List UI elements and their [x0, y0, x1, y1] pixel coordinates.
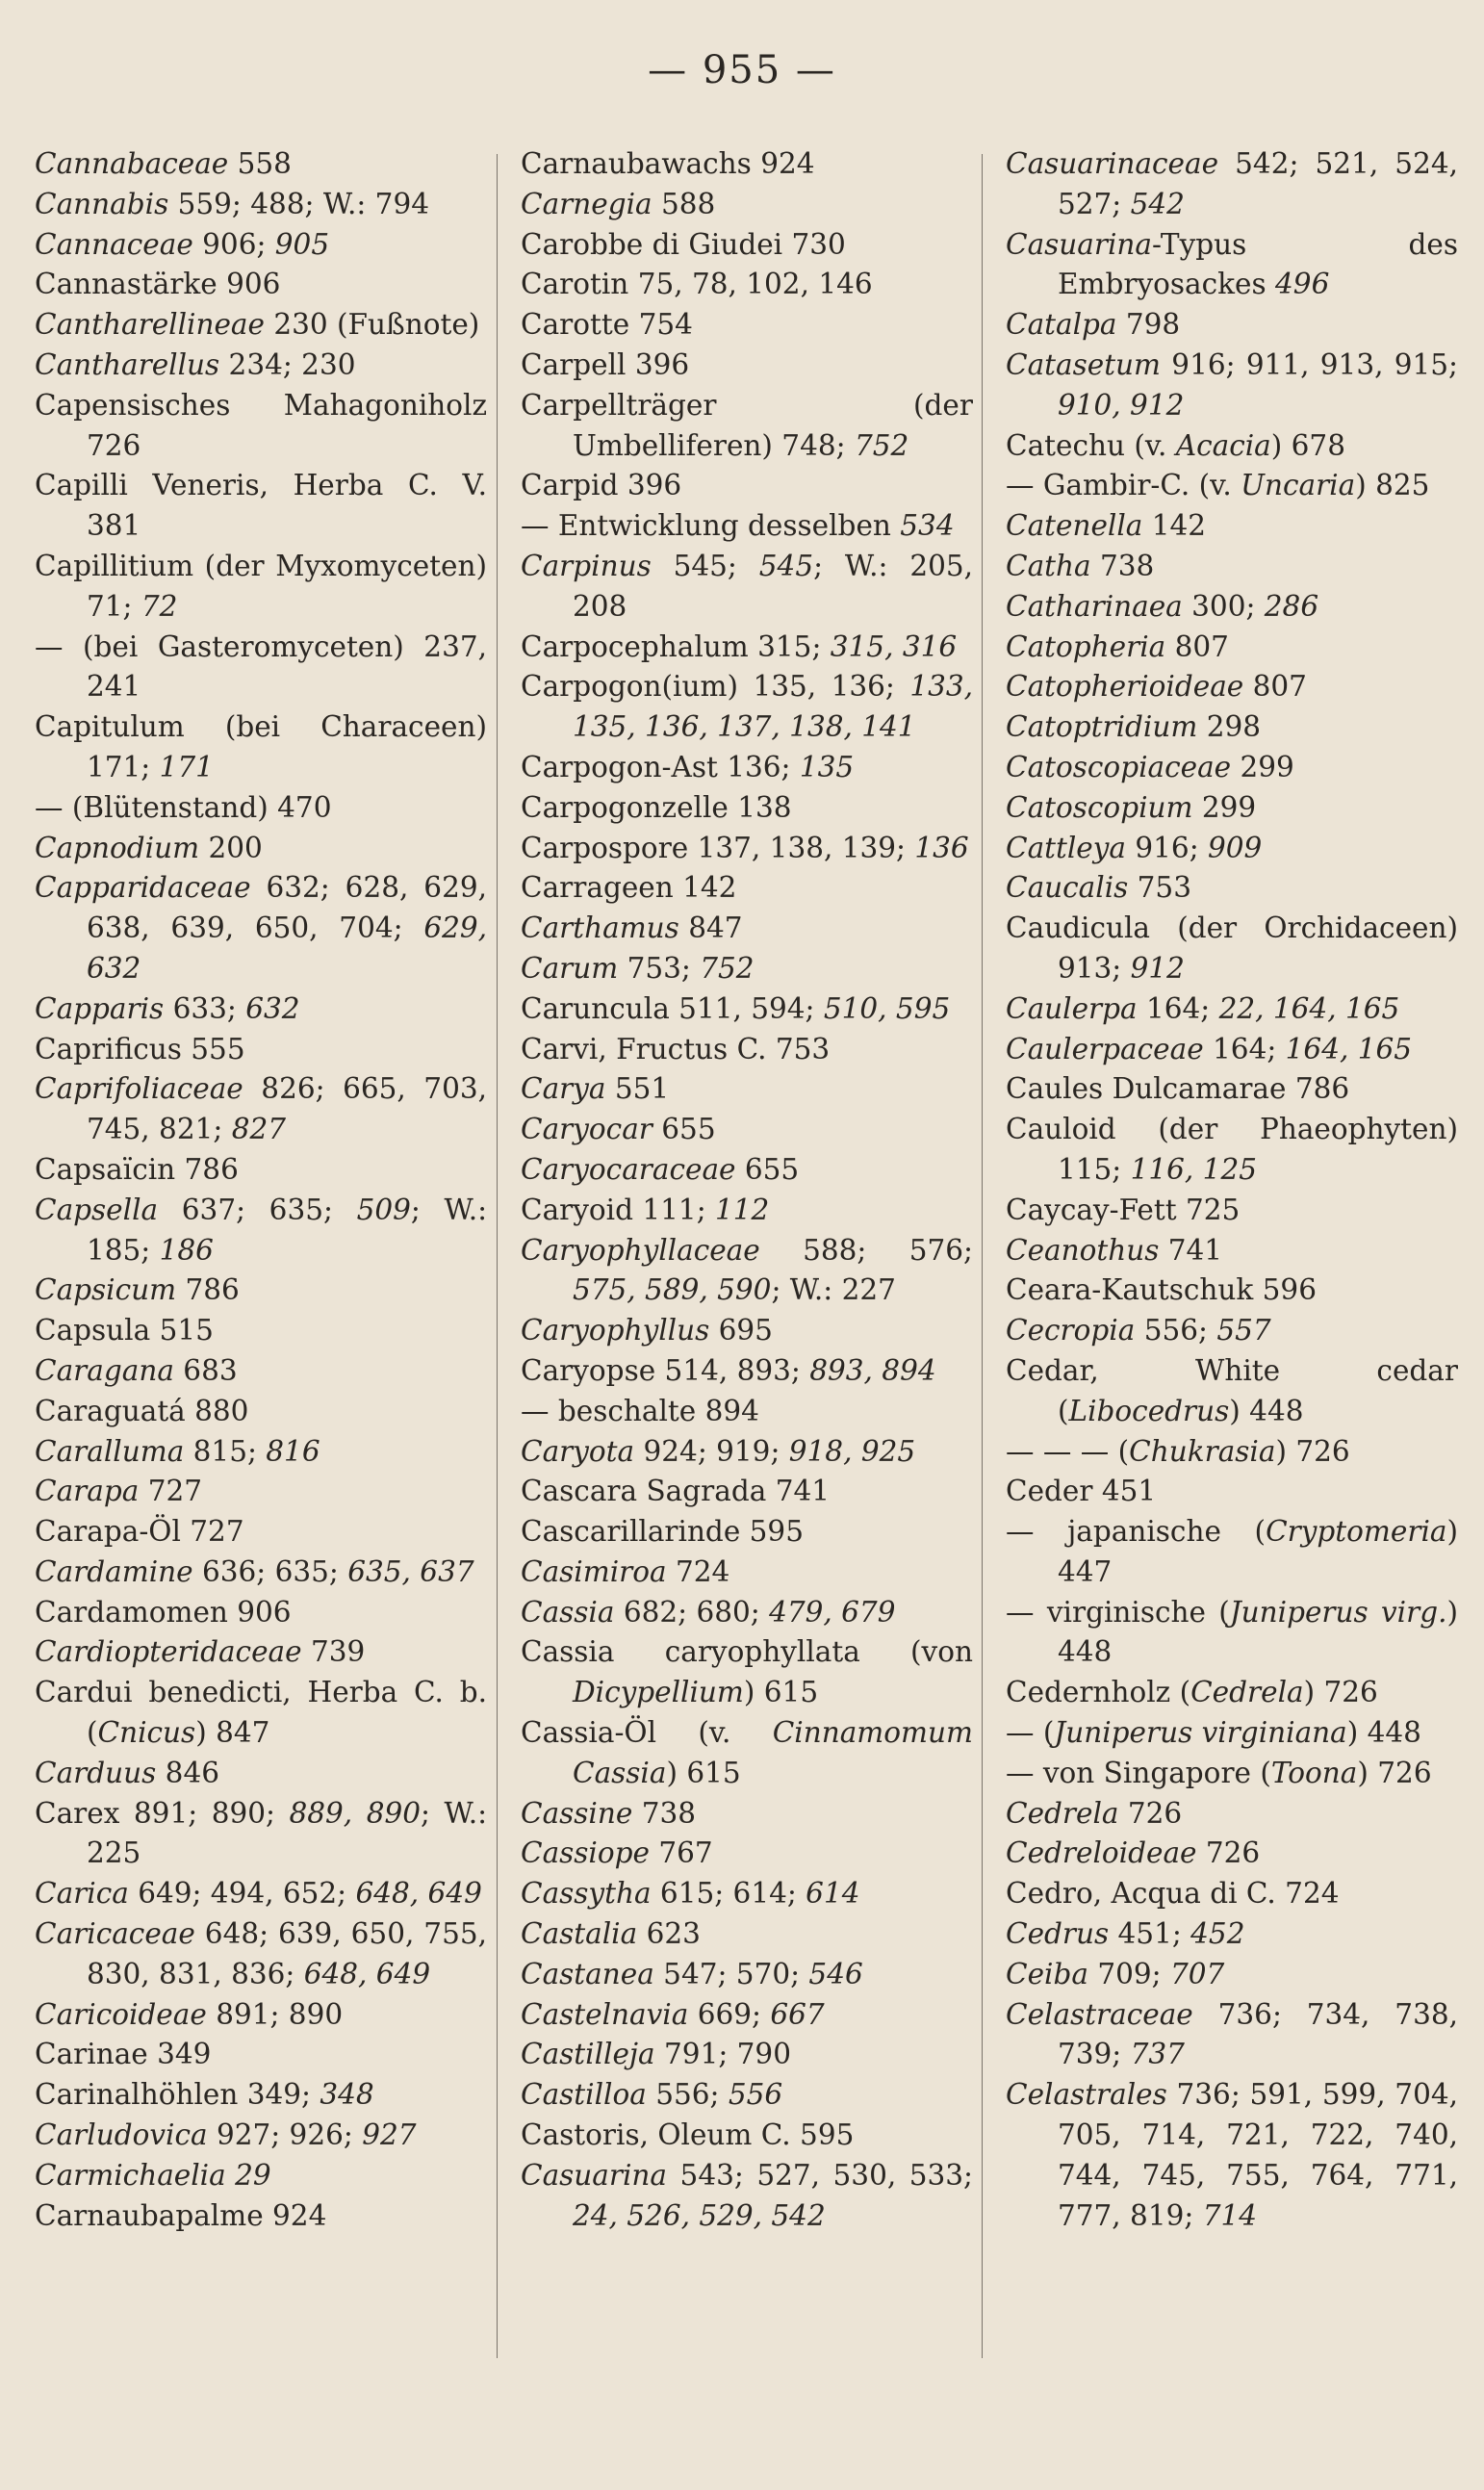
index-entry: Castalia 623 [521, 1917, 701, 1951]
index-entry: Caryocar 655 [521, 1113, 716, 1146]
index-entry: Capparidaceae 632; 628, 629, 638, 639, 650, 704; 629, 632 [35, 871, 487, 985]
index-entry: Carum 753; 752 [521, 951, 755, 985]
index-entry: Caryota 924; 919; 918, 925 [521, 1434, 916, 1468]
index-entry: Carpinus 545; 545; W.: 205, 208 [521, 549, 974, 623]
index-entry: Catopheria 807 [1006, 629, 1229, 663]
index-entry: Cassia caryophyllata (von Dicypellium) 615 [521, 1635, 973, 1709]
index-entry: Cannabis 559; 488; W.: 794 [35, 187, 429, 220]
index-entry: Capsella 637; 635; 509; W.: 185; 186 [35, 1193, 488, 1267]
index-entry: Cardamomen 906 [35, 1595, 292, 1629]
index-entry: Caulerpa 164; 22, 164, 165 [1006, 991, 1400, 1025]
index-entry: Caprifoliaceae 826; 665, 703, 745, 821; 827 [35, 1072, 487, 1146]
index-entry: Catasetum 916; 911, 913, 915; 910, 912 [1006, 347, 1458, 422]
index-entry: Caucalis 753 [1006, 871, 1191, 905]
index-column-3 [1006, 144, 1458, 2236]
index-entry: Castoris, Oleum C. 595 [521, 2118, 855, 2152]
index-entry: Carduus 846 [35, 1756, 219, 1789]
index-entry: Capilli Veneris, Herba C. V. 381 [35, 469, 487, 543]
index-entry: Carotte 754 [521, 308, 693, 342]
index-entry: Celastraceae 736; 734, 738, 739; 737 [1006, 1997, 1458, 2071]
index-entry: Capitulum (bei Characeen) 171; 171 [35, 710, 487, 783]
index-entry: Carpocephalum 315; 315, 316 [521, 629, 958, 663]
index-entry: Casuarinaceae 542; 521, 524, 527; 542 [1006, 147, 1458, 220]
index-entry: Cassia 682; 680; 479, 679 [521, 1595, 896, 1629]
index-column-1 [35, 144, 487, 2236]
index-entry: Caycay-Fett 725 [1006, 1193, 1241, 1226]
index-entry: Carnaubapalme 924 [35, 2198, 327, 2232]
index-entry: Catoptridium 298 [1006, 710, 1262, 744]
index-entry: Casuarina 543; 527, 530, 533; 24, 526, 529, 542 [521, 2158, 973, 2232]
column-divider [497, 154, 498, 2358]
index-entry: Carapa 727 [35, 1475, 203, 1508]
index-entry: Caricoideae 891; 890 [35, 1997, 344, 2031]
index-entry: Capnodium 200 [35, 831, 263, 864]
index-entry: Caryocaraceae 655 [521, 1152, 800, 1186]
index-entry: Cedrela 726 [1006, 1796, 1183, 1830]
index-entry: Caryoid 111; 112 [521, 1193, 770, 1226]
index-entry: Caryophyllaceae 588; 576; 575, 589, 590; W.: 227 [521, 1233, 973, 1307]
index-entry: Cannastärke 906 [35, 268, 281, 301]
index-entry: Cardamine 636; 635; 635, 637 [35, 1554, 474, 1588]
index-entry: Carex 891; 890; 889, 890; W.: 225 [35, 1796, 488, 1870]
index-entry: — japanische (Cryptomeria) 447 [1006, 1515, 1458, 1588]
index-entry: Carapa-Öl 727 [35, 1515, 244, 1549]
index-entry: Carvi, Fructus C. 753 [521, 1032, 831, 1065]
index-entry: Carnegia 588 [521, 187, 716, 220]
index-entry: Carpogon-Ast 136; 135 [521, 750, 855, 783]
index-column-2 [521, 144, 973, 2236]
index-entry: — virginische (Juniperus virg.) 448 [1006, 1595, 1458, 1669]
index-entry: Carya 551 [521, 1072, 670, 1106]
index-entry: Castelnavia 669; 667 [521, 1997, 825, 2031]
index-entry: — von Singapore (Toona) 726 [1006, 1756, 1432, 1789]
index-entry: Caryophyllus 695 [521, 1314, 773, 1348]
index-entry: — (Juniperus virginiana) 448 [1006, 1716, 1421, 1750]
index-entry: Caruncula 511, 594; 510, 595 [521, 991, 951, 1025]
index-entry: Carpogonzelle 138 [521, 790, 792, 824]
index-entry: Carthamus 847 [521, 911, 743, 945]
index-entry: Carpospore 137, 138, 139; 136 [521, 831, 969, 864]
index-entry: Cassiope 767 [521, 1836, 713, 1870]
index-entry: Capillitium (der Myxomyceten) 71; 72 [35, 549, 487, 623]
index-entry: Carmichaelia 29 [35, 2158, 271, 2192]
page-number: — 955 — [648, 48, 836, 92]
index-entry: Caprificus 555 [35, 1032, 245, 1065]
index-entry: Catalpa 798 [1006, 308, 1181, 342]
index-entry: Catopherioideae 807 [1006, 670, 1307, 704]
index-entry: Caralluma 815; 816 [35, 1434, 320, 1468]
index-entry: Castilleja 791; 790 [521, 2038, 791, 2071]
index-entry: Carnaubawachs 924 [521, 147, 815, 180]
index-entry: Caricaceae 648; 639, 650, 755, 830, 831, 836; 648, 649 [35, 1917, 487, 1990]
index-entry: — (Blütenstand) 470 [35, 790, 332, 824]
index-entry: Celastrales 736; 591, 599, 704, 705, 714, 721, 722, 740, 744, 745, 755, 764, 771, 777, 819; 714 [1006, 2078, 1458, 2232]
index-entry: Cardiopteridaceae 739 [35, 1635, 366, 1669]
index-entry: Ceiba 709; 707 [1006, 1957, 1225, 1990]
index-entry: Cedar, White cedar (Libocedrus) 448 [1006, 1353, 1458, 1427]
index-entry: Capparis 633; 632 [35, 991, 300, 1025]
index-entry: Cedreloideae 726 [1006, 1836, 1261, 1870]
index-entry: Cantharellineae 230 (Fußnote) [35, 308, 480, 342]
index-entry: Casimiroa 724 [521, 1554, 730, 1588]
index-entry: Caules Dulcamarae 786 [1006, 1072, 1350, 1106]
index-entry: Catenella 142 [1006, 509, 1207, 543]
index-entry: Ceara-Kautschuk 596 [1006, 1273, 1317, 1307]
index-entry: Cauloid (der Phaeophyten) 115; 116, 125 [1006, 1113, 1458, 1186]
index-entry: — Gambir-C. (v. Uncaria) 825 [1006, 469, 1430, 502]
index-entry: Cascara Sagrada 741 [521, 1475, 830, 1508]
index-entry: Catoscopium 299 [1006, 790, 1257, 824]
index-entry: — beschalte 894 [521, 1394, 759, 1427]
index-entry: Catechu (v. Acacia) 678 [1006, 428, 1345, 462]
index-entry: Cardui benedicti, Herba C. b. (Cnicus) 847 [35, 1676, 487, 1750]
index-entry: Cassine 738 [521, 1796, 697, 1830]
index-entry: Casuarina-Typus des Embryosackes 496 [1006, 227, 1458, 301]
index-entry: Catha 738 [1006, 549, 1155, 582]
index-entry: Catoscopiaceae 299 [1006, 750, 1294, 783]
index-entry: Cannabaceae 558 [35, 147, 292, 180]
index-entry: Ceder 451 [1006, 1475, 1157, 1508]
column-divider [982, 154, 983, 2358]
index-entry: Carinae 349 [35, 2038, 212, 2071]
index-entry: Capsicum 786 [35, 1273, 240, 1307]
index-entry: Capensisches Mahagoniholz 726 [35, 388, 487, 462]
index-entry: Caragana 683 [35, 1353, 238, 1387]
index-entry: Cassia-Öl (v. Cinnamomum Cassia) 615 [521, 1716, 973, 1789]
index-entry: Cassytha 615; 614; 614 [521, 1877, 860, 1911]
index-entry: Carpogon(ium) 135, 136; 133, 135, 136, 137, 138, 141 [521, 670, 973, 744]
index-entry: Cannaceae 906; 905 [35, 227, 330, 261]
index-entry: Capsaïcin 786 [35, 1152, 239, 1186]
index-entry: Carpellträger (der Umbelliferen) 748; 752 [521, 388, 973, 462]
index-entry: Carobbe di Giudei 730 [521, 227, 846, 261]
index-entry: Castilloa 556; 556 [521, 2078, 783, 2112]
index-entry: Carinalhöhlen 349; 348 [35, 2078, 374, 2112]
index-entry: Cantharellus 234; 230 [35, 347, 356, 381]
index-entry: — — — (Chukrasia) 726 [1006, 1434, 1350, 1468]
index-entry: Caryopse 514, 893; 893, 894 [521, 1353, 936, 1387]
index-entry: — Entwicklung desselben 534 [521, 509, 955, 543]
index-entry: Cecropia 556; 557 [1006, 1314, 1271, 1348]
index-entry: Carrageen 142 [521, 871, 737, 905]
index-entry: Cedrus 451; 452 [1006, 1917, 1245, 1951]
index-entry: Caudicula (der Orchidaceen) 913; 912 [1006, 911, 1458, 985]
index-entry: Caulerpaceae 164; 164, 165 [1006, 1032, 1413, 1065]
index-entry: Carludovica 927; 926; 927 [35, 2118, 417, 2152]
index-entry: Ceanothus 741 [1006, 1233, 1223, 1267]
index-entry: Cascarillarinde 595 [521, 1515, 804, 1549]
index-entry: Carpell 396 [521, 347, 690, 381]
index-entry: Castanea 547; 570; 546 [521, 1957, 863, 1990]
index-entry: Caraguatá 880 [35, 1394, 249, 1427]
index-entry: Carpid 396 [521, 469, 682, 502]
index-entry: Carica 649; 494, 652; 648, 649 [35, 1877, 482, 1911]
index-entry: Carotin 75, 78, 102, 146 [521, 268, 873, 301]
index-entry: Catharinaea 300; 286 [1006, 589, 1319, 623]
index-entry: Cattleya 916; 909 [1006, 831, 1263, 864]
index-entry: Capsula 515 [35, 1314, 214, 1348]
index-entry: Cedernholz (Cedrela) 726 [1006, 1676, 1378, 1709]
index-entry: Cedro, Acqua di C. 724 [1006, 1877, 1340, 1911]
index-entry: — (bei Gasteromyceten) 237, 241 [35, 629, 487, 704]
